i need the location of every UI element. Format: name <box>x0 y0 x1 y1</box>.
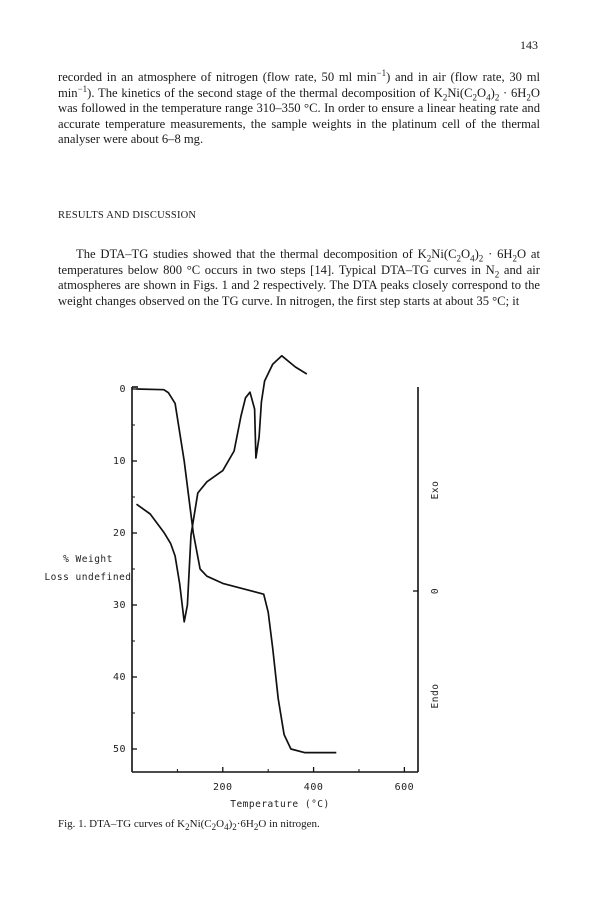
y-tick-label: 30 <box>112 600 126 611</box>
section-heading: RESULTS AND DISCUSSION <box>58 210 197 221</box>
y-tick-label: 40 <box>112 672 126 683</box>
x-tick-label: 400 <box>303 782 324 793</box>
figure-caption: Fig. 1. DTA–TG curves of $K_2Ni(C_2O_4)_2\cdot 6H_2O$ in nitrogen. <box>58 818 320 833</box>
y-tick-label: 20 <box>112 528 126 539</box>
endo-label: Endo <box>430 683 441 709</box>
dta-curve <box>137 356 307 622</box>
x-axis-title: Temperature (°C) <box>230 799 330 810</box>
x-tick-label: 600 <box>394 782 415 793</box>
paragraph-methods-continued: recorded in an atmosphere of nitrogen (flow rate, 50 ml $\min^{-1}$) and in air (flow rate, 30 ml $\min^{-1}$). The kinetics of the second stage of the thermal decomposition of $K_2Ni(C_2O_4)_2 \cdot 6H_2O$ was followed in the temperature range 310–350 °C. In order to ensure a linear heating rate and accurate temperature measurements, the sample weights in the platinum cell of the thermal analyser were about 6–8 mg. <box>58 67 541 147</box>
figure-1 <box>40 362 560 827</box>
page-number: 143 <box>520 38 538 52</box>
y-tick-label: 0 <box>119 384 126 395</box>
x-tick-label: 200 <box>213 782 233 793</box>
exo-label: Exo <box>430 480 441 500</box>
y-axis-title-line1: % Weight <box>63 554 113 565</box>
dta-tg-chart <box>40 362 560 827</box>
y-tick-label: 50 <box>112 744 126 755</box>
paragraph-results: The DTA–TG studies showed that the thermal decomposition of $K_2Ni(C_2O_4)_2 \cdot 6H_2O$ at temperatures below 800 °C occurs in two steps [14]. Typical DTA–TG curves in $N_2$ and air atmospheres are shown in Figs. 1 and 2 respectively. The DTA peaks closely correspond to the weight changes observed on the TG curve. In nitrogen, the first step starts at about 35 °C; it <box>58 247 540 308</box>
y-axis-title-line2: Loss undefined <box>44 572 132 583</box>
y-tick-label: 10 <box>112 456 126 467</box>
dta-zero-label: 0 <box>430 587 441 595</box>
